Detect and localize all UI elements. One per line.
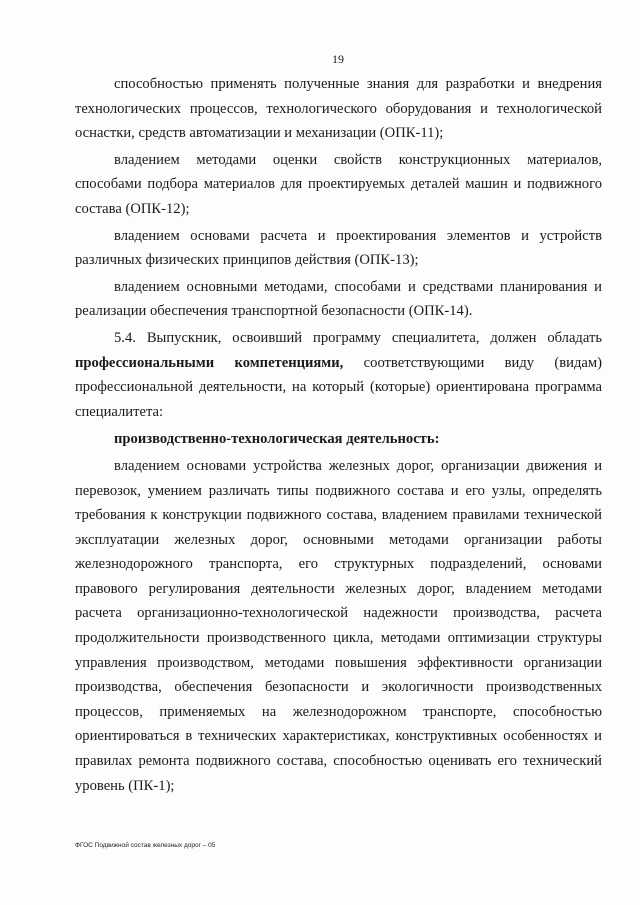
paragraph-opk-13: владением основами расчета и проектирования элементов и устройств различных физических принципов действия (ОПК-13); [75,227,602,269]
paragraph-5-4-lead: 5.4. Выпускник, освоивший программу специалитета, должен обладать [114,329,602,346]
paragraph-5-4-bold-term: профессиональными компетенциями, [75,354,344,371]
page-number: 19 [332,52,344,66]
paragraph-opk-11: способностью применять полученные знания для разработки и внедрения технологических процессов, технологического оборудования и технологической оснастки, средств автоматизации и механизации (ОПК-11); [75,76,602,142]
section-heading: производственно-технологическая деятельность: [114,431,440,448]
paragraph-5-4 [75,326,602,424]
page-footer: ФГОС Подвижной состав железных дорог – 05 [75,842,216,849]
paragraph-opk-12: владением методами оценки свойств конструкционных материалов, способами подбора материалов для проектируемых деталей машин и подвижного состава (ОПК-12); [75,151,602,217]
paragraph-pk-1: владением основами устройства железных дорог, организации движения и перевозок, умением различать типы подвижного состава и его узлы, определять требования к конструкции подвижного состава, владением правилами технической эксплуатации железных дорог, основными методами организации работы железнодорожного транспорта, его структурных подразделений, основами правового регулирования деятельности железных дорог, владением методами расчета организационно-технологической надежности производства, расчета продолжительности производственного цикла, методами оптимизации структуры управления производством, методами повышения эффективности организации производства, обеспечения безопасности и экологичности производственных процессов, применяемых на железнодорожном транспорте, способностью ориентироваться в технических характеристиках, конструктивных особенностях и правилах ремонта подвижного состава, способностью оценивать его технический уровень (ПК-1); [75,457,602,794]
paragraph-opk-14: владением основными методами, способами и средствами планирования и реализации обеспечения транспортной безопасности (ОПК-14). [75,278,602,320]
paragraph-5-4-tail: соответствующими виду (видам) профессиональной деятельности, на который (которые) ориентирована программа специалитета: [75,354,602,420]
document-body [75,72,602,798]
